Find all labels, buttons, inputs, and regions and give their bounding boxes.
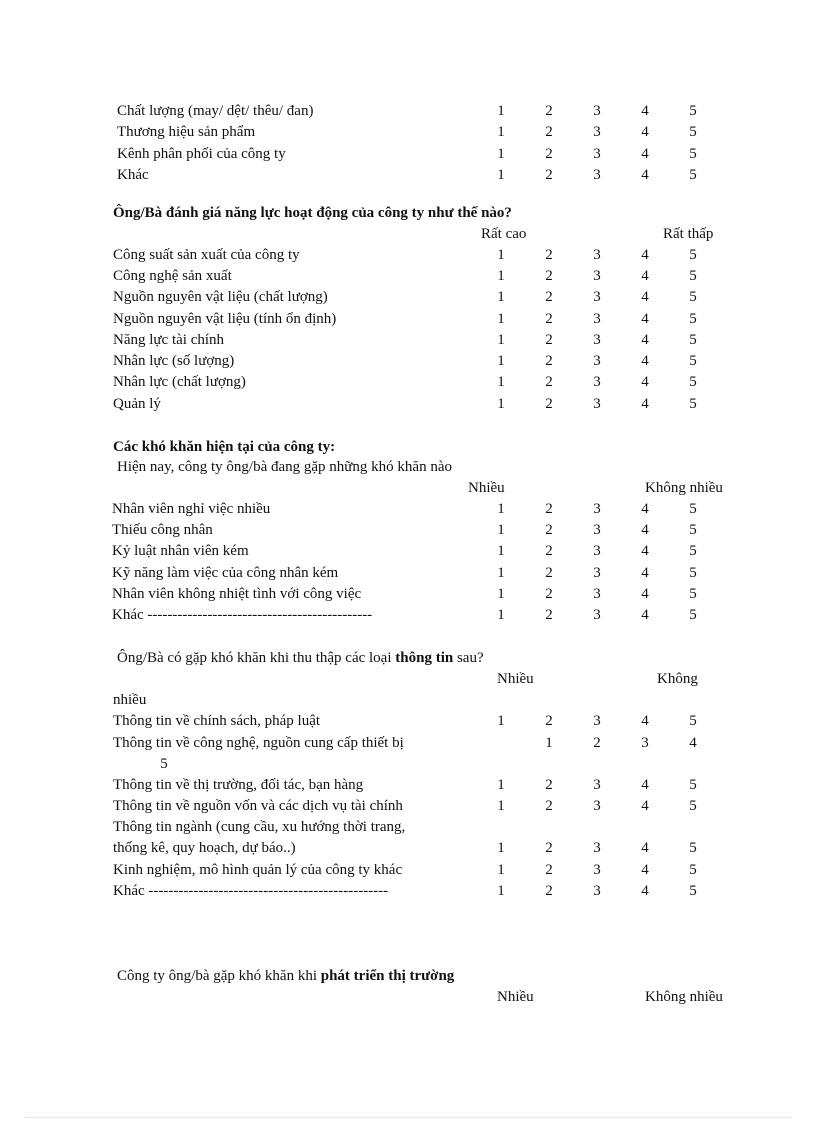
rating-option[interactable]: 2 — [545, 840, 553, 856]
rating-option[interactable]: 5 — [689, 883, 697, 899]
rating-option[interactable]: 1 — [497, 862, 505, 878]
rating-option[interactable]: 5 — [689, 586, 697, 602]
rating-option[interactable]: 2 — [545, 103, 553, 119]
rating-option[interactable]: 2 — [593, 735, 601, 751]
rating-option[interactable]: 3 — [593, 798, 601, 814]
row-label: Thương hiệu sản phẩm — [117, 124, 256, 140]
rating-option[interactable]: 5 — [689, 501, 697, 517]
rating-option[interactable]: 4 — [641, 840, 649, 856]
row-label: Năng lực tài chính — [113, 332, 225, 348]
rating-option[interactable]: 5 — [689, 146, 697, 162]
rating-option[interactable]: 2 — [545, 862, 553, 878]
row-label: Kênh phân phối của công ty — [117, 146, 286, 162]
rating-option[interactable]: 1 — [497, 289, 505, 305]
rating-option[interactable]: 4 — [641, 167, 649, 183]
rating-option[interactable]: 5 — [689, 311, 697, 327]
rating-option[interactable]: 4 — [641, 586, 649, 602]
row-label: Công nghệ sản xuất — [113, 268, 232, 284]
question-information — [117, 648, 484, 668]
question-emphasis: thông tin — [395, 650, 454, 666]
scale-high-label: Nhiều — [468, 480, 505, 496]
scale-high-label: Nhiều — [497, 989, 534, 1005]
row-label: Khác ------------------------------------------------ — [113, 883, 389, 899]
rating-option[interactable]: 3 — [593, 374, 601, 390]
rating-option[interactable]: 5 — [689, 353, 697, 369]
rating-option[interactable]: 2 — [545, 353, 553, 369]
rating-option[interactable]: 4 — [641, 565, 649, 581]
rating-option[interactable]: 3 — [593, 396, 601, 412]
row-label: Nhân lực (chất lượng) — [113, 374, 246, 390]
rating-option[interactable]: 4 — [641, 522, 649, 538]
row-label: Kinh nghiệm, mô hình quản lý của công ty khác — [113, 862, 403, 878]
rating-option[interactable]: 4 — [641, 311, 649, 327]
rating-option[interactable]: 2 — [545, 798, 553, 814]
row-label-continued: thống kê, quy hoạch, dự báo..) — [113, 840, 296, 856]
rating-option[interactable]: 2 — [545, 883, 553, 899]
rating-option[interactable]: 1 — [497, 840, 505, 856]
rating-option[interactable]: 4 — [641, 777, 649, 793]
rating-option[interactable]: 1 — [497, 777, 505, 793]
row-label: Công suất sản xuất của công ty — [113, 247, 300, 263]
rating-option[interactable]: 4 — [641, 247, 649, 263]
rating-option[interactable]: 4 — [641, 332, 649, 348]
row-label: Khác --------------------------------------------- — [112, 607, 373, 623]
row-label: Nhân viên không nhiệt tình với công việc — [112, 586, 362, 602]
question-text-end: sau? — [453, 650, 484, 666]
rating-option[interactable]: 4 — [641, 374, 649, 390]
scale-low-label: Không nhiều — [645, 480, 723, 496]
rating-option[interactable]: 5 — [689, 247, 697, 263]
rating-option[interactable]: 4 — [641, 268, 649, 284]
rating-option[interactable]: 2 — [545, 586, 553, 602]
row-label: Nhân lực (số lượng) — [113, 353, 235, 369]
rating-option[interactable]: 3 — [593, 713, 601, 729]
rating-option[interactable]: 2 — [545, 247, 553, 263]
rating-option[interactable]: 1 — [497, 565, 505, 581]
question-text: Ông/Bà có gặp khó khăn khi thu thập các loại — [117, 650, 396, 666]
rating-option[interactable]: 5 — [689, 543, 697, 559]
row-label: Kỹ năng làm việc của công nhân kém — [112, 565, 339, 581]
rating-option[interactable]: 3 — [593, 543, 601, 559]
rating-option[interactable]: 1 — [497, 607, 505, 623]
rating-option[interactable]: 1 — [497, 374, 505, 390]
rating-option[interactable]: 2 — [545, 374, 553, 390]
rating-option[interactable]: 2 — [545, 396, 553, 412]
rating-option[interactable]: 2 — [545, 167, 553, 183]
rating-option[interactable]: 3 — [593, 146, 601, 162]
rating-option[interactable]: 2 — [545, 311, 553, 327]
rating-option[interactable]: 2 — [545, 146, 553, 162]
rating-option[interactable]: 4 — [641, 289, 649, 305]
rating-option[interactable]: 5 — [689, 103, 697, 119]
rating-option[interactable]: 5 — [689, 840, 697, 856]
rating-option[interactable]: 5 — [689, 607, 697, 623]
rating-option[interactable]: 2 — [545, 289, 553, 305]
rating-option[interactable]: 5 — [689, 124, 697, 140]
rating-option[interactable]: 3 — [593, 862, 601, 878]
row-label: Nguồn nguyên vật liệu (tính ổn định) — [113, 311, 337, 327]
rating-option[interactable]: 3 — [593, 501, 601, 517]
rating-option[interactable]: 4 — [641, 124, 649, 140]
rating-option[interactable]: 5 — [689, 777, 697, 793]
rating-option[interactable]: 3 — [593, 311, 601, 327]
rating-option[interactable]: 1 — [497, 124, 505, 140]
row-label: Thiếu công nhân — [112, 522, 213, 538]
rating-option[interactable]: 5 — [689, 289, 697, 305]
rating-option[interactable]: 2 — [545, 607, 553, 623]
rating-option[interactable]: 2 — [545, 713, 553, 729]
rating-option[interactable]: 5 — [689, 332, 697, 348]
rating-option[interactable]: 3 — [593, 332, 601, 348]
rating-option[interactable]: 1 — [497, 586, 505, 602]
rating-option[interactable]: 4 — [641, 713, 649, 729]
rating-option[interactable]: 3 — [593, 565, 601, 581]
question-capacity: Ông/Bà đánh giá năng lực hoạt động của công ty như thế nào? — [113, 205, 512, 221]
rating-option[interactable]: 1 — [497, 146, 505, 162]
rating-option[interactable]: 4 — [641, 883, 649, 899]
rating-option[interactable]: 5 — [689, 374, 697, 390]
rating-option[interactable]: 5 — [160, 756, 168, 772]
rating-option[interactable]: 4 — [689, 735, 697, 751]
scale-low-label: Rất thấp — [663, 226, 714, 242]
rating-option[interactable]: 1 — [497, 353, 505, 369]
rating-option[interactable]: 3 — [593, 840, 601, 856]
rating-option[interactable]: 4 — [641, 543, 649, 559]
scale-low-label: Không — [657, 671, 698, 687]
row-label: Chất lượng (may/ dệt/ thêu/ đan) — [117, 103, 314, 119]
rating-option[interactable]: 5 — [689, 713, 697, 729]
rating-option[interactable]: 2 — [545, 501, 553, 517]
row-label: Quản lý — [113, 396, 161, 412]
rating-option[interactable]: 3 — [593, 103, 601, 119]
rating-option[interactable]: 2 — [545, 565, 553, 581]
rating-option[interactable]: 1 — [497, 167, 505, 183]
row-label: Thông tin về nguồn vốn và các dịch vụ tài chính — [113, 798, 403, 814]
rating-option[interactable]: 3 — [593, 289, 601, 305]
rating-option[interactable]: 4 — [641, 146, 649, 162]
rating-option[interactable]: 1 — [545, 735, 553, 751]
rating-option[interactable]: 3 — [593, 777, 601, 793]
rating-option[interactable]: 1 — [497, 103, 505, 119]
rating-option[interactable]: 1 — [497, 268, 505, 284]
rating-option[interactable]: 4 — [641, 353, 649, 369]
rating-option[interactable]: 3 — [593, 353, 601, 369]
rating-option[interactable]: 1 — [497, 543, 505, 559]
rating-option[interactable]: 2 — [545, 543, 553, 559]
scale-high-label: Rất cao — [481, 226, 527, 242]
question-difficulties: Hiện nay, công ty ông/bà đang gặp những khó khăn nào — [117, 459, 453, 475]
rating-option[interactable]: 3 — [593, 247, 601, 263]
rating-option[interactable]: 4 — [641, 798, 649, 814]
scale-high-label: Nhiều — [497, 671, 534, 687]
rating-option[interactable]: 5 — [689, 396, 697, 412]
rating-option[interactable]: 1 — [497, 332, 505, 348]
heading-current-difficulties: Các khó khăn hiện tại của công ty: — [113, 439, 336, 455]
rating-option[interactable]: 1 — [497, 883, 505, 899]
rating-option[interactable]: 3 — [593, 124, 601, 140]
scale-low-label-wrap: nhiều — [113, 692, 147, 708]
rating-option[interactable]: 3 — [593, 607, 601, 623]
rating-option[interactable]: 5 — [689, 798, 697, 814]
rating-option[interactable]: 3 — [593, 586, 601, 602]
rating-option[interactable]: 4 — [641, 862, 649, 878]
rating-option[interactable]: 5 — [689, 862, 697, 878]
page-divider — [24, 1117, 792, 1118]
rating-option[interactable]: 1 — [497, 396, 505, 412]
rating-option[interactable]: 2 — [545, 777, 553, 793]
question-emphasis: phát triển thị trường — [320, 968, 455, 984]
row-label: Thông tin về thị trường, đối tác, bạn hàng — [113, 777, 364, 793]
rating-option[interactable]: 5 — [689, 565, 697, 581]
rating-option[interactable]: 2 — [545, 332, 553, 348]
rating-option[interactable]: 1 — [497, 247, 505, 263]
row-label: Kỷ luật nhân viên kém — [112, 543, 249, 559]
rating-option[interactable]: 5 — [689, 522, 697, 538]
row-label: Thông tin về công nghệ, nguồn cung cấp thiết bị — [113, 735, 404, 751]
rating-option[interactable]: 3 — [641, 735, 649, 751]
rating-option[interactable]: 2 — [545, 522, 553, 538]
rating-option[interactable]: 4 — [641, 396, 649, 412]
row-label: Nguồn nguyên vật liệu (chất lượng) — [113, 289, 328, 305]
rating-option[interactable]: 1 — [497, 311, 505, 327]
rating-option[interactable]: 1 — [497, 501, 505, 517]
row-label: Nhân viên nghỉ việc nhiều — [112, 501, 271, 517]
rating-option[interactable]: 1 — [497, 522, 505, 538]
rating-option[interactable]: 3 — [593, 522, 601, 538]
rating-option[interactable]: 4 — [641, 501, 649, 517]
row-label: Thông tin ngành (cung cầu, xu hướng thời trang, — [113, 819, 406, 835]
question-market-development — [117, 966, 454, 986]
rating-option[interactable]: 3 — [593, 883, 601, 899]
rating-option[interactable]: 3 — [593, 167, 601, 183]
row-label: Khác — [117, 167, 149, 183]
question-text: Công ty ông/bà gặp khó khăn khi — [117, 968, 321, 984]
rating-option[interactable]: 1 — [497, 713, 505, 729]
rating-option[interactable]: 1 — [497, 798, 505, 814]
rating-option[interactable]: 5 — [689, 268, 697, 284]
rating-option[interactable]: 2 — [545, 268, 553, 284]
rating-option[interactable]: 4 — [641, 103, 649, 119]
rating-option[interactable]: 2 — [545, 124, 553, 140]
rating-option[interactable]: 3 — [593, 268, 601, 284]
row-label: Thông tin về chính sách, pháp luật — [113, 713, 321, 729]
rating-option[interactable]: 4 — [641, 607, 649, 623]
rating-option[interactable]: 5 — [689, 167, 697, 183]
scale-low-label: Không nhiều — [645, 989, 723, 1005]
